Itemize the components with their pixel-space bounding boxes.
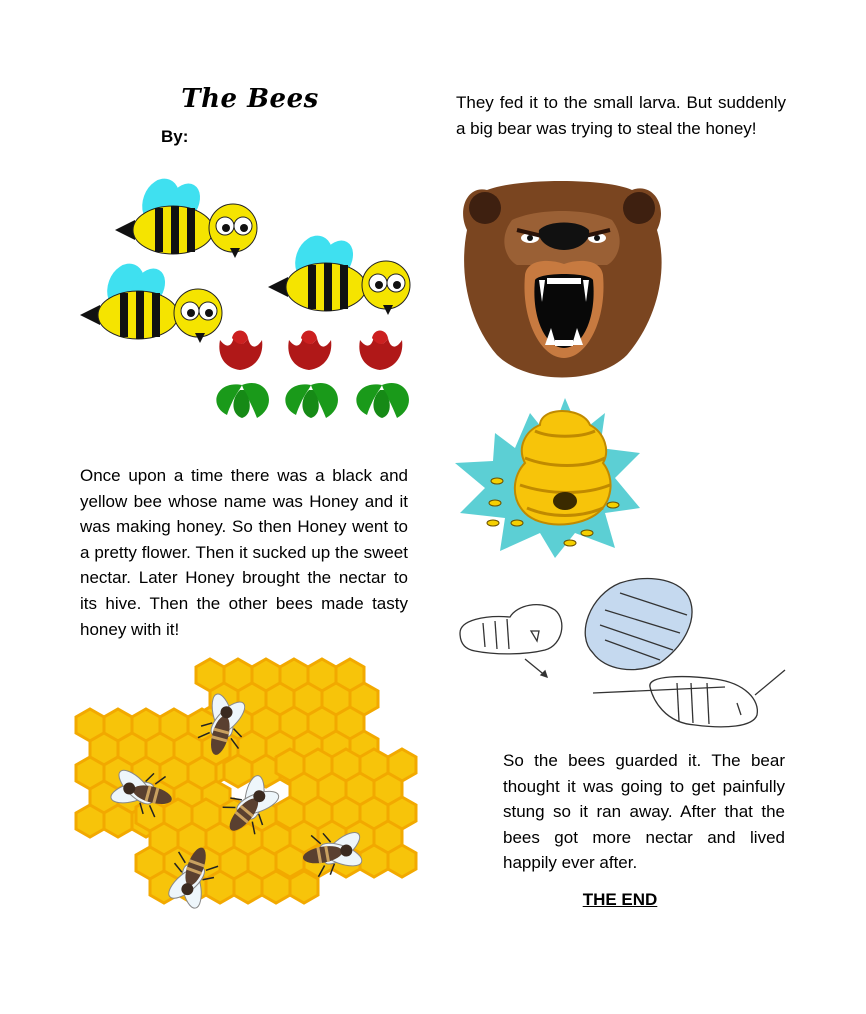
paragraph-3: So the bees guarded it. The bear thought it was going to get painfully stung so it ran away. After that the bees got more nectar and lived happily ever after. (503, 751, 785, 873)
beehive-illustration (455, 393, 645, 558)
paragraph-1: Once upon a time there was a black and yellow bee whose name was Honey and it was making honey. So then Honey went to a pretty flower. Then it sucked up the sweet nectar. Later Honey brought the nectar to its hive. Then the other bees made tasty honey with it! (80, 466, 408, 639)
bees-and-flowers-illustration (78, 170, 418, 425)
bear-illustration (457, 180, 672, 390)
byline: By: (161, 127, 189, 146)
honeycomb-illustration (80, 655, 415, 950)
paragraph-2: They fed it to the small larva. But suddenly a big bear was trying to steal the honey! (456, 93, 786, 138)
story-title: The Bees (181, 84, 319, 114)
hand-drawn-sketch (455, 575, 795, 735)
the-end-heading: THE END (582, 890, 658, 909)
